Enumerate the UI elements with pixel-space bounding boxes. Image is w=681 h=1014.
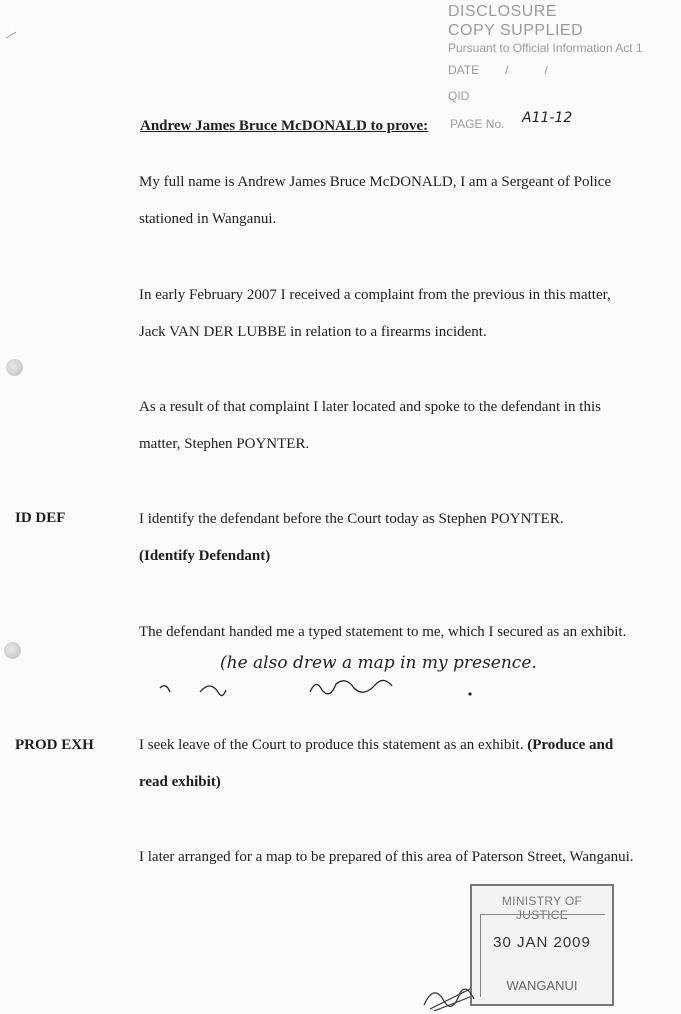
court-stamp-date: 30 JAN 2009: [493, 934, 591, 951]
stamp-qid-label: QID: [448, 89, 470, 103]
pursuant-line: Pursuant to Official Information Act 1: [448, 41, 643, 55]
signature-scribble: [420, 975, 480, 1013]
copy-supplied-line: COPY SUPPLIED: [448, 22, 584, 39]
identify-instruction: (Identify Defendant): [139, 548, 271, 564]
identify-text: I identify the defendant before the Court today as Stephen POYNTER.: [139, 511, 564, 527]
margin-label-prod-exh: PROD EXH: [15, 737, 94, 753]
court-received-stamp: [470, 884, 614, 1006]
court-stamp-place: WANGANUI: [506, 978, 578, 993]
disclosure-stamp: [448, 2, 643, 109]
punch-hole: [4, 642, 21, 659]
punch-hole: [6, 359, 23, 376]
stamp-date-label: DATE: [448, 63, 480, 77]
handwritten-page-number: A11-12: [522, 110, 573, 126]
paragraph-located-defendant: As a result of that complaint I later located and spoke to the defendant in this matter, Stephen POYNTER.: [139, 399, 601, 452]
margin-label-id-def: ID DEF: [15, 510, 66, 526]
stamp-date-row: [448, 57, 643, 83]
paragraph-identify: [139, 501, 639, 575]
handwritten-note-text: (he also drew a map in my presence.: [220, 653, 537, 673]
paragraph-identity: My full name is Andrew James Bruce McDONALD, I am a Sergeant of Police stationed in Wanganui.: [139, 174, 612, 227]
paragraph-typed-statement: The defendant handed me a typed statement to me, which I secured as an exhibit.: [139, 624, 627, 640]
paragraph-complaint: In early February 2007 I received a complaint from the previous in this matter, Jack VAN DER LUBBE in relation to a firearms incident.: [139, 287, 611, 340]
paragraph-map: I later arranged for a map to be prepared of this area of Paterson Street, Wanganui.: [139, 849, 634, 865]
court-stamp-ministry: MINISTRY OF JUSTICE: [501, 894, 583, 922]
disclosure-line: DISCLOSURE: [448, 3, 558, 20]
stamp-date-separator: /: [544, 63, 548, 77]
corner-mark: [4, 30, 18, 40]
stamp-page-label: PAGE No.: [450, 117, 505, 131]
handwritten-note: [140, 648, 660, 710]
produce-text: I seek leave of the Court to produce this statement as an exhibit.: [139, 737, 524, 753]
produce-instruction: (Produce and read exhibit): [139, 737, 614, 790]
document-title: Andrew James Bruce McDONALD to prove:: [140, 118, 429, 134]
stamp-date-separator: /: [505, 63, 509, 77]
paragraph-produce: [139, 727, 639, 801]
